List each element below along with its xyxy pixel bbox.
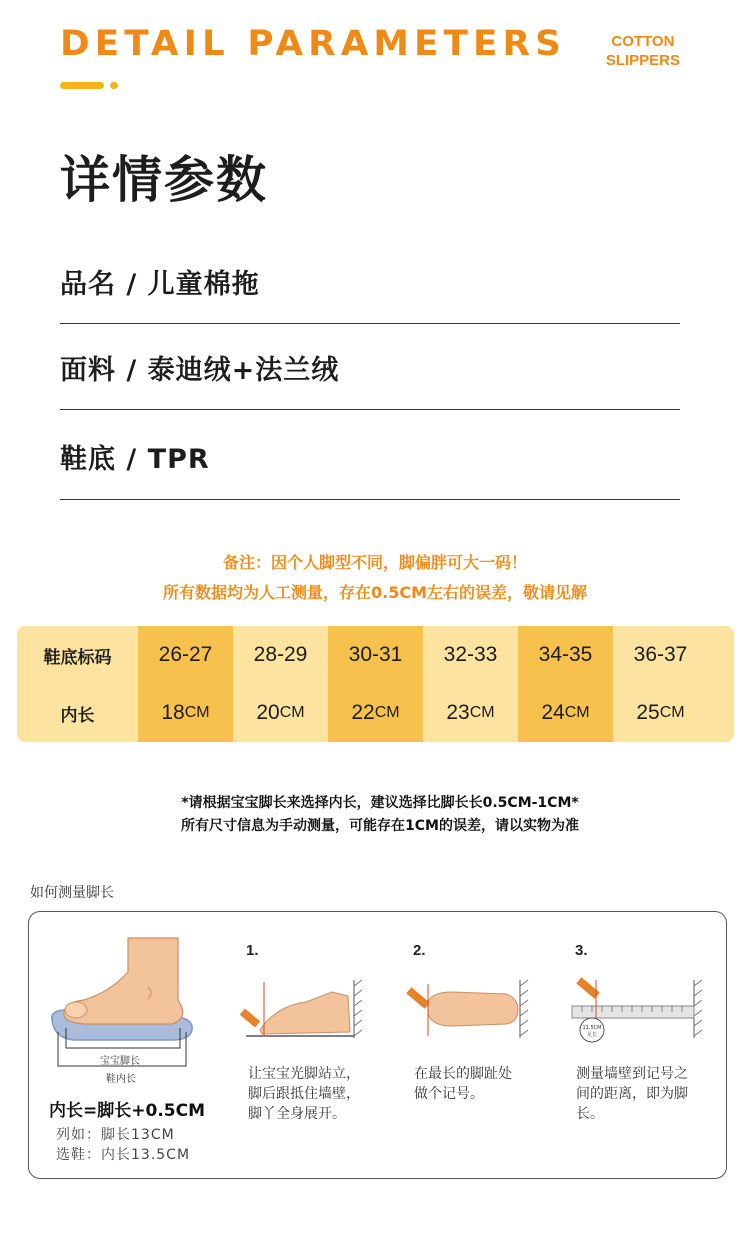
header-underline-dot	[110, 82, 118, 89]
inner-length-unit: CM	[279, 704, 305, 721]
step-3-line: 间的距离，即为脚	[576, 1086, 688, 1102]
note-line-2: 所有数据均为人工测量，存在0.5CM左右的误差，敬请见解	[162, 583, 587, 602]
header-underline-bar	[60, 82, 104, 89]
inner-length	[613, 684, 708, 742]
inner-length-unit: CM	[564, 704, 590, 721]
header-side-label	[606, 32, 680, 70]
foot-length-label: 宝宝脚长	[100, 1056, 140, 1067]
step-3-illustration	[566, 976, 706, 1046]
size-code: 30-31	[348, 643, 403, 666]
size-column	[138, 626, 233, 742]
size-code: 26-27	[158, 643, 213, 666]
length-formula: 内长=脚长+0.5CM	[49, 1101, 205, 1121]
size-column	[613, 626, 708, 742]
step-2-illustration	[402, 976, 532, 1046]
shoe-length-label: 鞋内长	[106, 1074, 136, 1085]
param-fabric: 面料 / 泰迪绒+法兰绒	[60, 355, 340, 386]
divider	[60, 499, 680, 500]
divider	[60, 323, 680, 324]
inner-length-unit: CM	[184, 704, 210, 721]
step-2-line: 做个记号。	[414, 1086, 484, 1102]
step-2-number: 2.	[413, 942, 426, 959]
size-code: 28-29	[253, 643, 308, 666]
size-column	[423, 626, 518, 742]
step-3-number: 3.	[575, 942, 588, 959]
header-side-line2: SLIPPERS	[605, 52, 680, 69]
inner-length-unit: CM	[469, 704, 495, 721]
size-code: 34-35	[538, 643, 593, 666]
step-3-line: 测量墙壁到记号之	[576, 1066, 688, 1082]
step-1-line: 脚丫全身展开。	[248, 1106, 346, 1122]
step-1-number: 1.	[246, 942, 259, 959]
inner-length-value: 25	[636, 701, 660, 724]
inner-length	[233, 684, 328, 742]
param-sole: 鞋底 / TPR	[60, 444, 210, 475]
size-code: 36-37	[633, 643, 688, 666]
step-1-text	[248, 1064, 360, 1124]
inner-length	[423, 684, 518, 742]
size-column	[233, 626, 328, 742]
page-title: 详情参数	[60, 151, 268, 209]
inner-length	[138, 684, 233, 742]
inner-length	[518, 684, 613, 742]
step-2-line: 在最长的脚趾处	[414, 1066, 512, 1082]
size-table-header-column	[17, 626, 138, 742]
row-label-sole-size: 鞋底标码	[43, 647, 112, 668]
size-code: 32-33	[443, 643, 498, 666]
tip-line-2: 所有尺寸信息为手动测量，可能存在1CM的误差，请以实物为准	[181, 818, 579, 834]
inner-length-unit: CM	[374, 704, 400, 721]
step-3-line: 长。	[576, 1106, 604, 1122]
foot-insole-illustration	[44, 932, 204, 1092]
inner-length	[328, 684, 423, 742]
example-foot-length: 列如：脚长13CM	[56, 1127, 175, 1143]
param-product-name: 品名 / 儿童棉拖	[60, 269, 260, 300]
inner-length-value: 22	[351, 701, 375, 724]
how-to-measure-label: 如何测量脚长	[30, 885, 114, 901]
size-table	[17, 626, 734, 742]
inner-length-value: 23	[446, 701, 470, 724]
step-3-text	[576, 1064, 688, 1124]
inner-length-value: 24	[541, 701, 565, 724]
note-line-1: 备注：因个人脚型不同，脚偏胖可大一码！	[222, 553, 527, 572]
step-1-line: 脚后跟抵住墙壁，	[248, 1086, 360, 1102]
tip-line-1: *请根据宝宝脚长来选择内长，建议选择比脚长长0.5CM-1CM*	[181, 795, 579, 811]
divider	[60, 409, 680, 410]
inner-length-value: 18	[161, 701, 185, 724]
header-side-line1: COTTON	[611, 33, 675, 50]
size-column	[328, 626, 423, 742]
size-column	[518, 626, 613, 742]
row-label-inner-length: 内长	[60, 705, 95, 726]
inner-length-value: 20	[256, 701, 280, 724]
step-1-illustration	[236, 976, 366, 1046]
example-shoe-length: 选鞋：内长13.5CM	[56, 1147, 191, 1163]
inner-length-unit: CM	[659, 704, 685, 721]
header-title: DETAIL PARAMETERS	[60, 24, 566, 64]
step-2-text	[414, 1064, 512, 1104]
step-1-line: 让宝宝光脚站立，	[248, 1066, 360, 1082]
ruler-mark-label: 11.5CM	[582, 1025, 602, 1031]
ruler-mark-sub-label: 足长	[586, 1032, 598, 1038]
